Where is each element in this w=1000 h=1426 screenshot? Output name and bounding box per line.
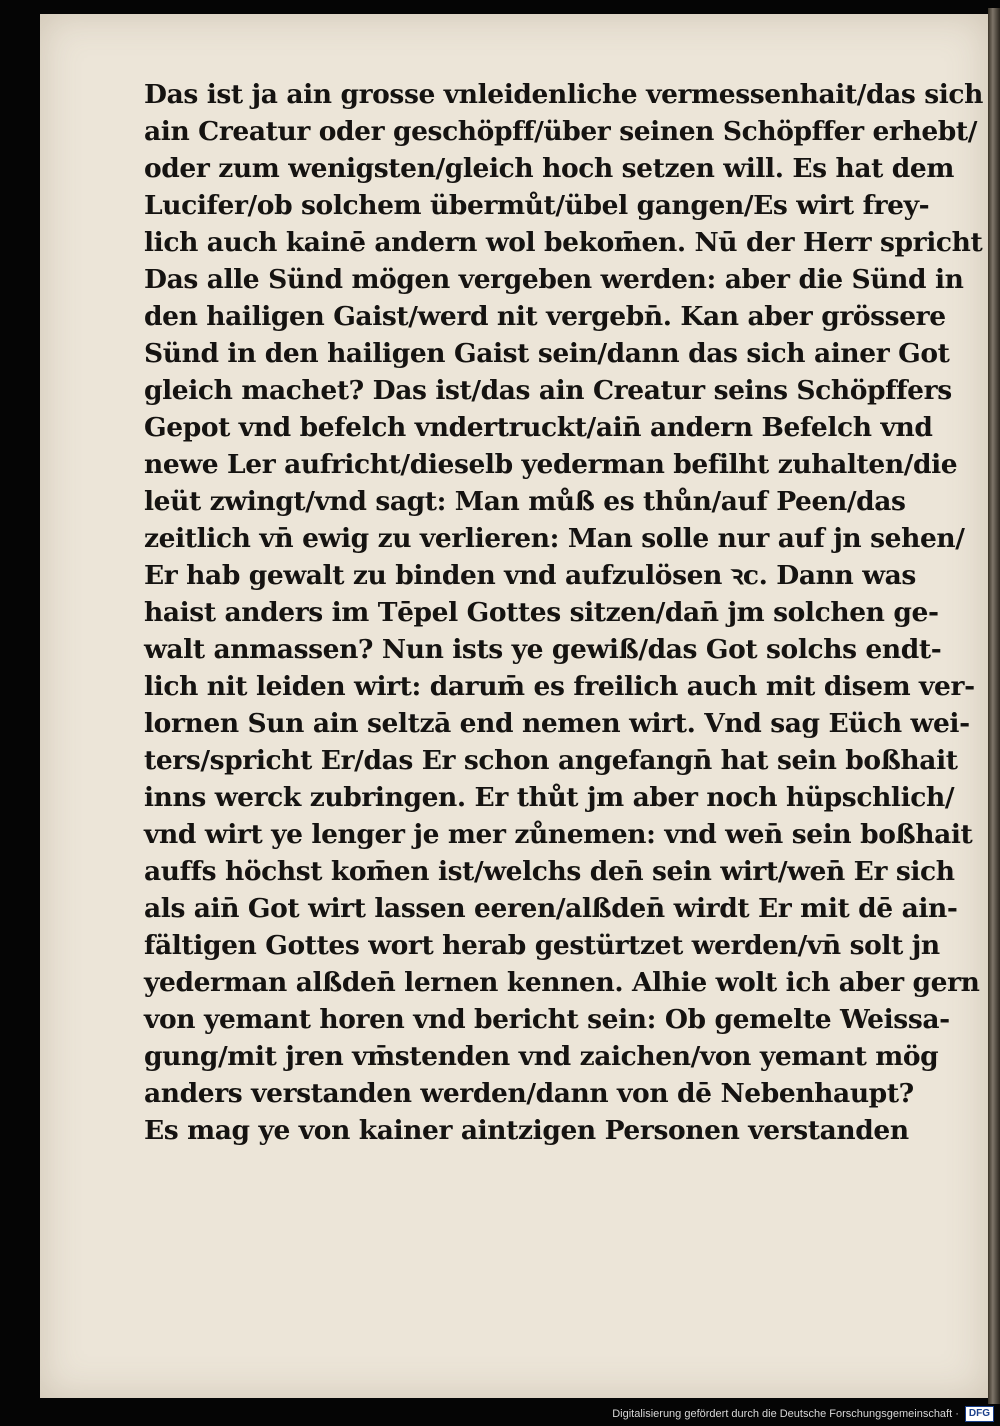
text-line: leüt zwingt/vnd sagt: Man můß es thůn/auf Peen/das — [144, 486, 906, 517]
text-line: inns werck zubringen. Er thůt jm aber noch hüpschlich/ — [144, 782, 955, 813]
text-line: vnd wirt ye lenger je mer zůnemen: vnd wen̄ sein boßhait — [144, 819, 973, 850]
text-line: auffs höchst kom̄en ist/welchs den̄ sein wirt/wen̄ Er sich — [144, 856, 955, 887]
text-line: newe Ler aufricht/dieselb yederman befilht zuhalten/die — [144, 449, 958, 480]
text-line: fältigen Gottes wort herab gestürtzet werden/vn̄ solt jn — [144, 930, 940, 961]
text-line: Es mag ye von kainer aintzigen Personen verstanden — [144, 1115, 909, 1146]
footer-credit: Digitalisierung gefördert durch die Deutsche Forschungsgemeinschaft · — [612, 1408, 959, 1420]
text-line: Gepot vnd befelch vndertruckt/ain̄ andern Befelch vnd — [144, 412, 933, 443]
page-text-block — [144, 76, 984, 1149]
text-line: gleich machet? Das ist/das ain Creatur seins Schöpffers — [144, 375, 952, 406]
dfg-logo: DFG — [965, 1406, 994, 1422]
text-line: Lucifer/ob solchem übermůt/übel gangen/Es wirt frey- — [144, 190, 930, 221]
text-line: yederman alßden̄ lernen kennen. Alhie wolt ich aber gern — [144, 967, 980, 998]
text-line: gung/mit jren vm̄stenden vnd zaichen/von yemant mög — [144, 1041, 939, 1072]
text-line: Sünd in den hailigen Gaist sein/dann das sich ainer Got — [144, 338, 950, 369]
text-line: den hailigen Gaist/werd nit vergebn̄. Kan aber grössere — [144, 301, 946, 332]
text-line: Das ist ja ain grosse vnleidenliche vermessenhait/das sich — [144, 79, 984, 110]
text-line: als ain̄ Got wirt lassen eeren/alßden̄ wirdt Er mit dē ain- — [144, 893, 958, 924]
text-line: zeitlich vn̄ ewig zu verlieren: Man solle nur auf jn sehen/ — [144, 523, 965, 554]
page-edge — [988, 8, 1000, 1404]
book-page — [40, 14, 988, 1398]
text-line: walt anmassen? Nun ists ye gewiß/das Got solchs endt- — [144, 634, 942, 665]
text-line: Er hab gewalt zu binden vnd aufzulösen ꝛc. Dann was — [144, 560, 916, 591]
text-line: von yemant horen vnd bericht sein: Ob gemelte Weissa- — [144, 1004, 950, 1035]
digitization-footer — [612, 1404, 994, 1424]
text-line: Das alle Sünd mögen vergeben werden: aber die Sünd in — [144, 264, 964, 295]
text-line: lich nit leiden wirt: darum̄ es freilich auch mit disem ver- — [144, 671, 975, 702]
text-line: haist anders im Tēpel Gottes sitzen/dan̄ jm solchen ge- — [144, 597, 939, 628]
text-line: anders verstanden werden/dann von dē Nebenhaupt? — [144, 1078, 914, 1109]
text-line: ain Creatur oder geschöpff/über seinen Schöpffer erhebt/ — [144, 116, 978, 147]
text-line: lich auch kainē andern wol bekom̄en. Nū der Herr spricht — [144, 227, 983, 258]
text-line: oder zum wenigsten/gleich hoch setzen will. Es hat dem — [144, 153, 955, 184]
text-line: ters/spricht Er/das Er schon angefangn̄ hat sein boßhait — [144, 745, 958, 776]
text-line: lornen Sun ain seltzā end nemen wirt. Vnd sag Eüch wei- — [144, 708, 970, 739]
